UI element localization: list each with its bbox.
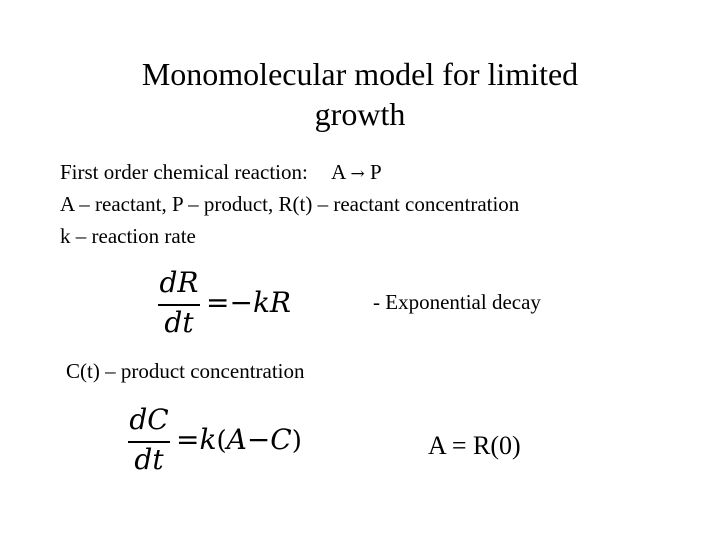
eq2-denominator: dt xyxy=(134,443,164,476)
slide-title xyxy=(60,54,660,134)
eq2-c: C xyxy=(270,423,292,456)
product-concentration-line: C(t) – product concentration xyxy=(66,359,305,383)
reaction-reactant: A xyxy=(331,160,346,184)
reaction-label: First order chemical reaction: xyxy=(60,160,308,184)
reaction-arrow-icon: → xyxy=(350,164,365,184)
reaction-line xyxy=(60,159,382,187)
eq2-open-paren: ( xyxy=(216,426,227,456)
rate-line: k – reaction rate xyxy=(60,224,196,248)
eq1-denominator: dt xyxy=(164,306,194,339)
eq2-minus: − xyxy=(246,423,271,456)
decay-note: - Exponential decay xyxy=(373,290,541,314)
eq2-close-paren: ) xyxy=(291,426,302,456)
eq2-rhs xyxy=(176,425,302,456)
eq1-numerator: dR xyxy=(159,266,199,299)
title-line-2: growth xyxy=(314,96,406,132)
definitions-line: A – reactant, P – product, R(t) – reactant concentration xyxy=(60,192,520,216)
eq2-numerator: dC xyxy=(129,403,169,436)
eq1-equals: = xyxy=(206,286,230,319)
eq1-term: kR xyxy=(252,286,291,319)
eq2-k: k xyxy=(199,423,217,456)
eq1-minus: − xyxy=(229,286,253,319)
eq1-rhs xyxy=(206,288,291,318)
eq2-equals: = xyxy=(176,423,200,456)
reaction-product: P xyxy=(369,160,382,184)
initial-condition-note: A = R(0) xyxy=(428,431,521,460)
title-line-1: Monomolecular model for limited xyxy=(141,56,579,92)
eq2-a: A xyxy=(226,423,247,456)
